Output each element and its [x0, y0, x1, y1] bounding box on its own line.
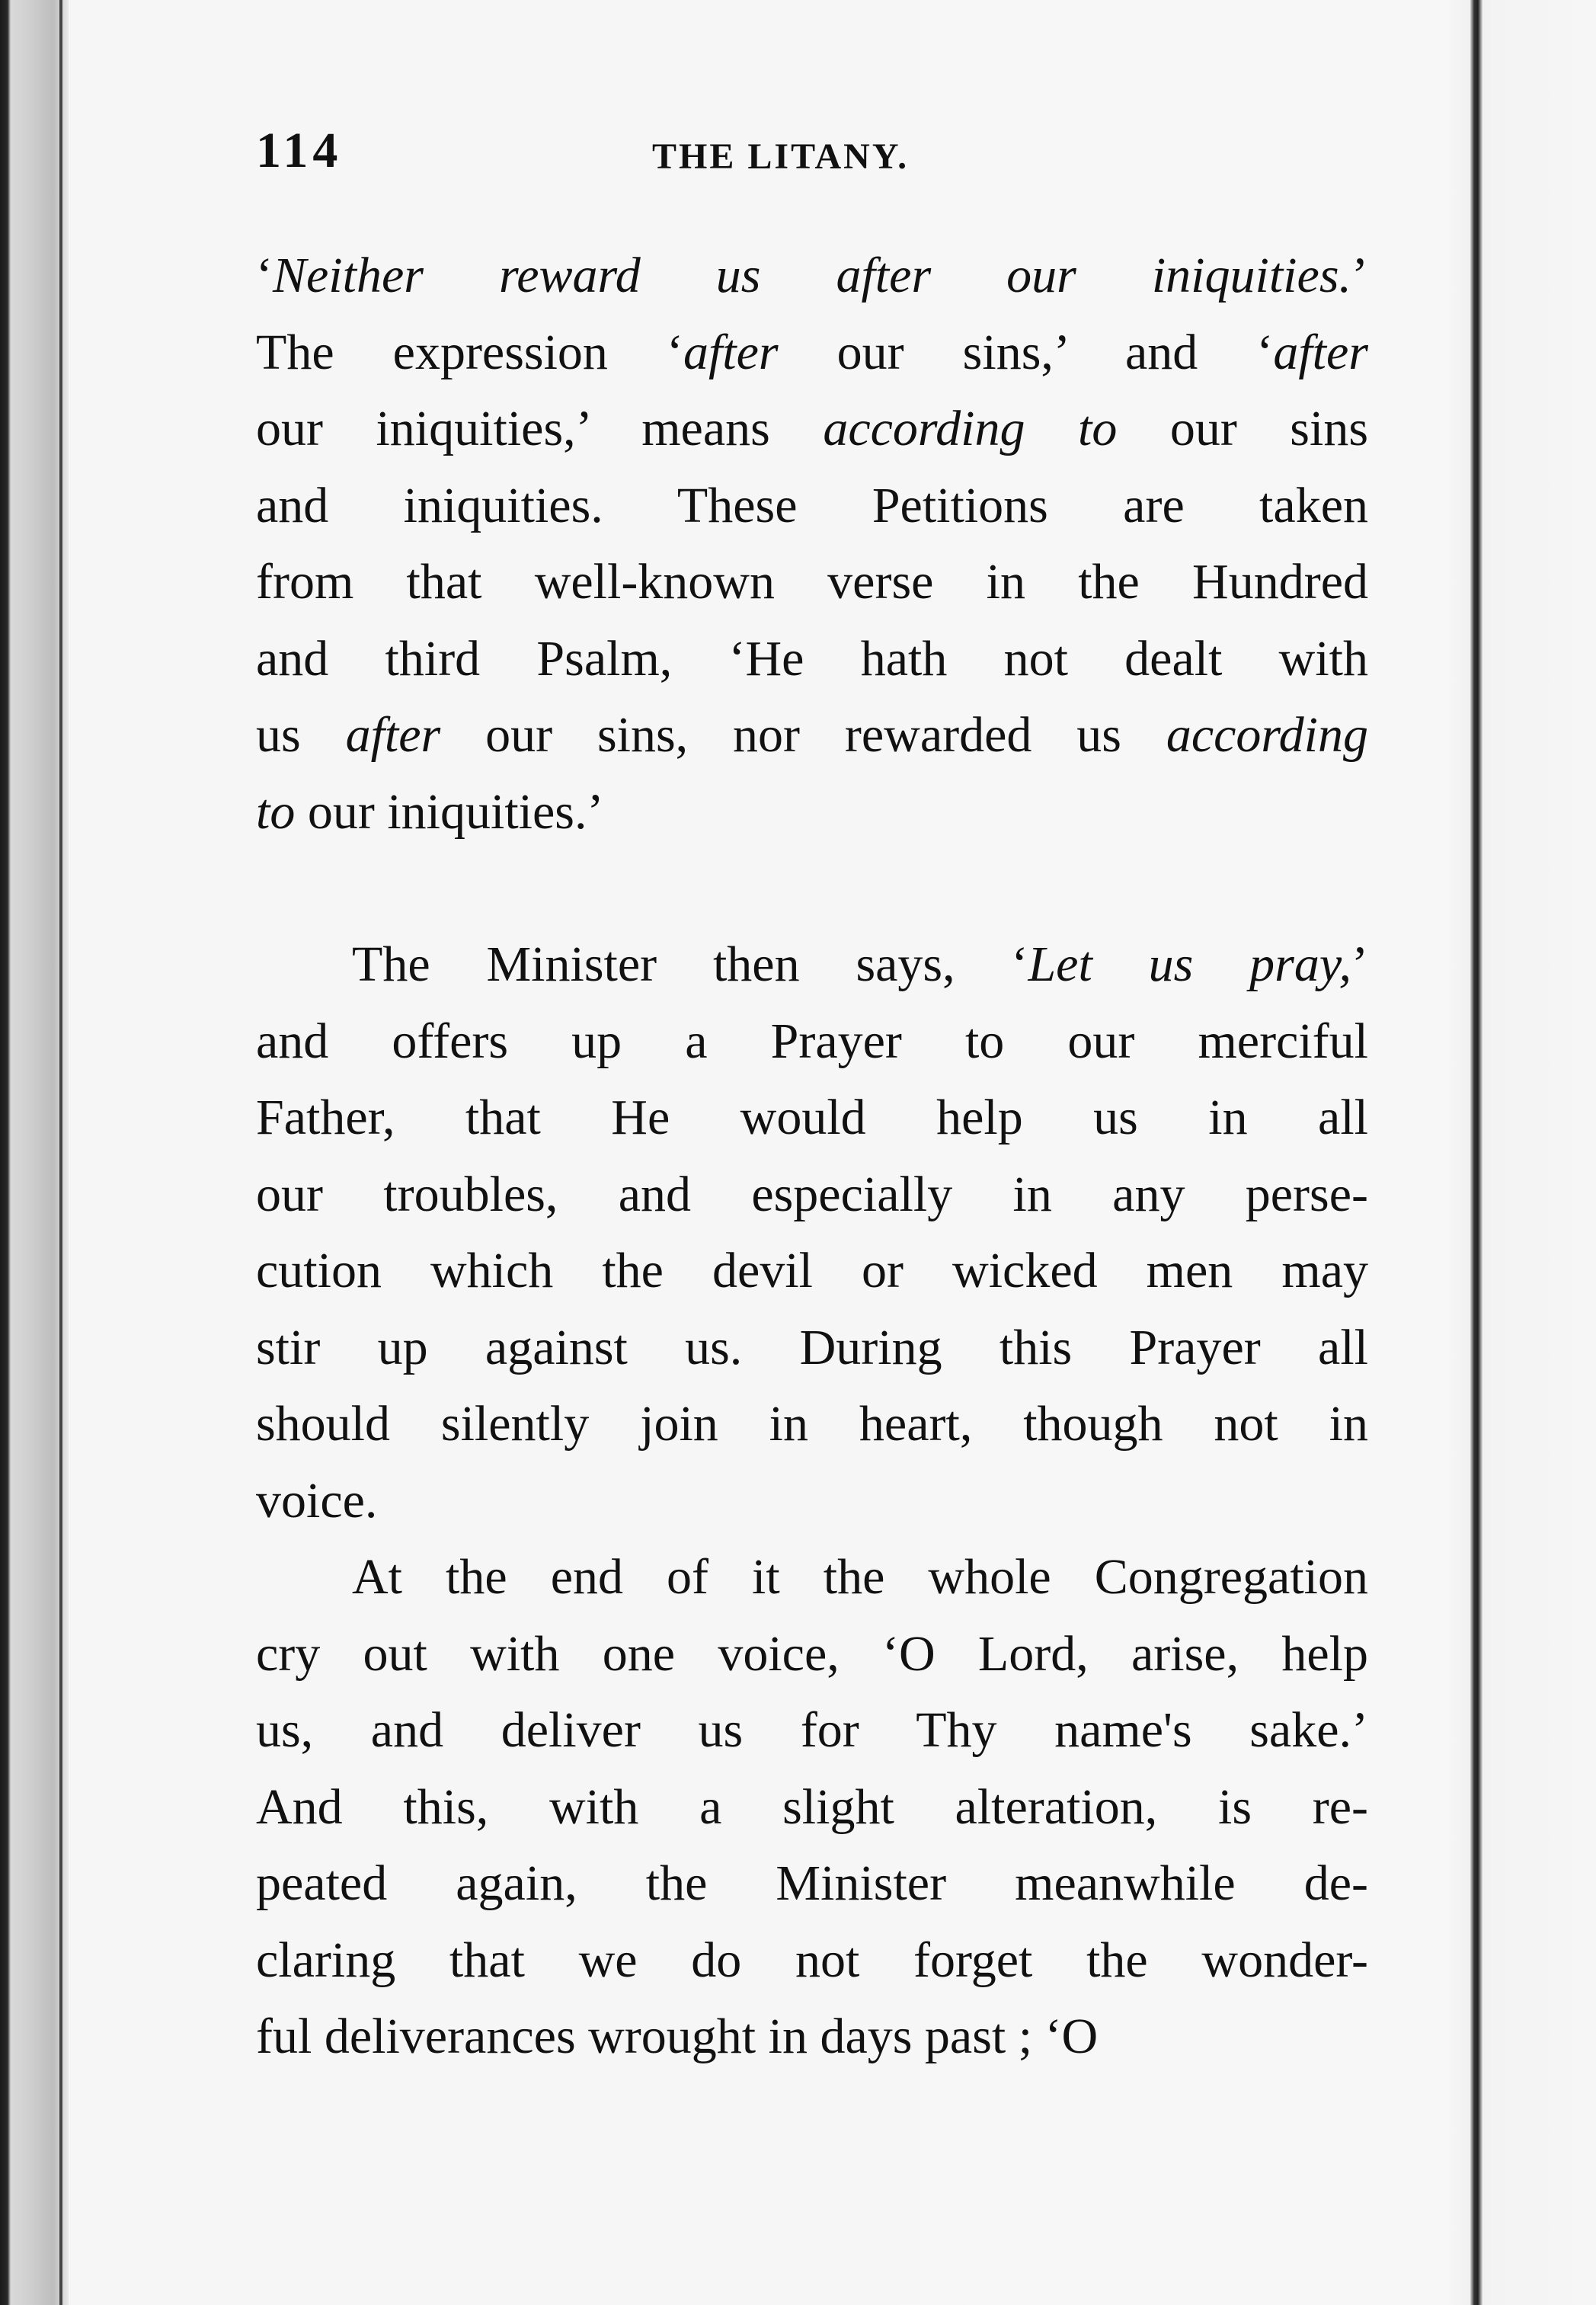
italic-text: according [1166, 707, 1368, 763]
text-segment: claring that we do not forget the wonder- [256, 1932, 1368, 1988]
text-segment: stir up against us. During this Prayer all [256, 1319, 1368, 1375]
paragraph [256, 1539, 1368, 2076]
text-line [256, 1233, 1368, 1310]
italic-text: after [345, 707, 441, 763]
running-title: THE LITANY. [652, 136, 910, 177]
text-segment: At the end of it the whole Congregation [352, 1549, 1368, 1605]
text-segment: our troubles, and especially in any perse- [256, 1166, 1368, 1222]
text-segment: Father, that He would help us in all [256, 1090, 1368, 1145]
text-segment: our iniquities,’ means [256, 401, 824, 456]
paragraph [256, 238, 1368, 850]
text-line [256, 1310, 1368, 1387]
text-segment: our iniquities.’ [295, 783, 604, 840]
text-segment: our sins,’ and ‘ [778, 324, 1274, 380]
text-line [256, 1004, 1368, 1080]
text-segment: our sins, nor rewarded us [440, 707, 1166, 763]
page-header [256, 122, 1368, 183]
italic-text: after [1273, 324, 1368, 380]
text-segment: us, and deliver us for Thy name's sake.’ [256, 1702, 1368, 1758]
text-line [256, 1463, 1368, 1540]
italic-text: after [683, 324, 779, 380]
text-segment: voice. [256, 1472, 378, 1529]
paragraph-gap [256, 850, 1368, 927]
text-line [256, 1539, 1368, 1616]
text-segment: The Minister then says, ‘ [352, 936, 1028, 992]
text-line [256, 238, 1368, 315]
text-line [256, 315, 1368, 392]
text-segment: and third Psalm, ‘He hath not dealt with [256, 630, 1368, 687]
text-segment: ’ [1351, 936, 1368, 992]
book-spine-shadow [0, 0, 69, 2305]
text-line [256, 1769, 1368, 1846]
text-segment: should silently join in heart, though not in [256, 1396, 1368, 1452]
text-line [256, 774, 1368, 851]
text-line [256, 1157, 1368, 1234]
text-line [256, 621, 1368, 698]
text-segment: The expression ‘ [256, 324, 683, 380]
text-line [256, 1999, 1368, 2076]
page-edge-shadow [1470, 0, 1482, 2305]
text-segment: ‘ [256, 248, 273, 303]
text-segment: ’ [1351, 248, 1368, 303]
text-line [256, 544, 1368, 621]
text-segment: peated again, the Minister meanwhile de- [256, 1855, 1368, 1911]
italic-text: Let us pray, [1028, 936, 1352, 992]
text-segment: from that well-known verse in the Hundred [256, 554, 1368, 610]
text-line [256, 1616, 1368, 1693]
text-line [256, 927, 1368, 1004]
text-segment: and offers up a Prayer to our merciful [256, 1013, 1368, 1069]
text-segment: And this, with a slight alteration, is re- [256, 1778, 1368, 1835]
text-line [256, 1692, 1368, 1769]
text-line [256, 1386, 1368, 1463]
text-line [256, 697, 1368, 774]
text-line [256, 468, 1368, 545]
text-segment: cution which the devil or wicked men may [256, 1243, 1368, 1298]
text-line [256, 1922, 1368, 1999]
text-line [256, 391, 1368, 468]
paragraph [256, 927, 1368, 1539]
body-text [256, 238, 1368, 2076]
text-line [256, 1080, 1368, 1157]
text-segment: our sins [1117, 401, 1369, 456]
italic-text: Neither reward us after our iniquities. [272, 248, 1352, 303]
text-segment: us [256, 707, 346, 763]
text-line [256, 1846, 1368, 1922]
text-segment: cry out with one voice, ‘O Lord, arise, help [256, 1625, 1368, 1682]
italic-text: according to [823, 401, 1118, 456]
text-segment: ful deliverances wrought in days past ; ‘O [256, 2009, 1099, 2064]
italic-text: to [256, 783, 296, 840]
text-segment: and iniquities. These Petitions are taken [256, 477, 1368, 533]
page-number: 114 [256, 123, 343, 178]
